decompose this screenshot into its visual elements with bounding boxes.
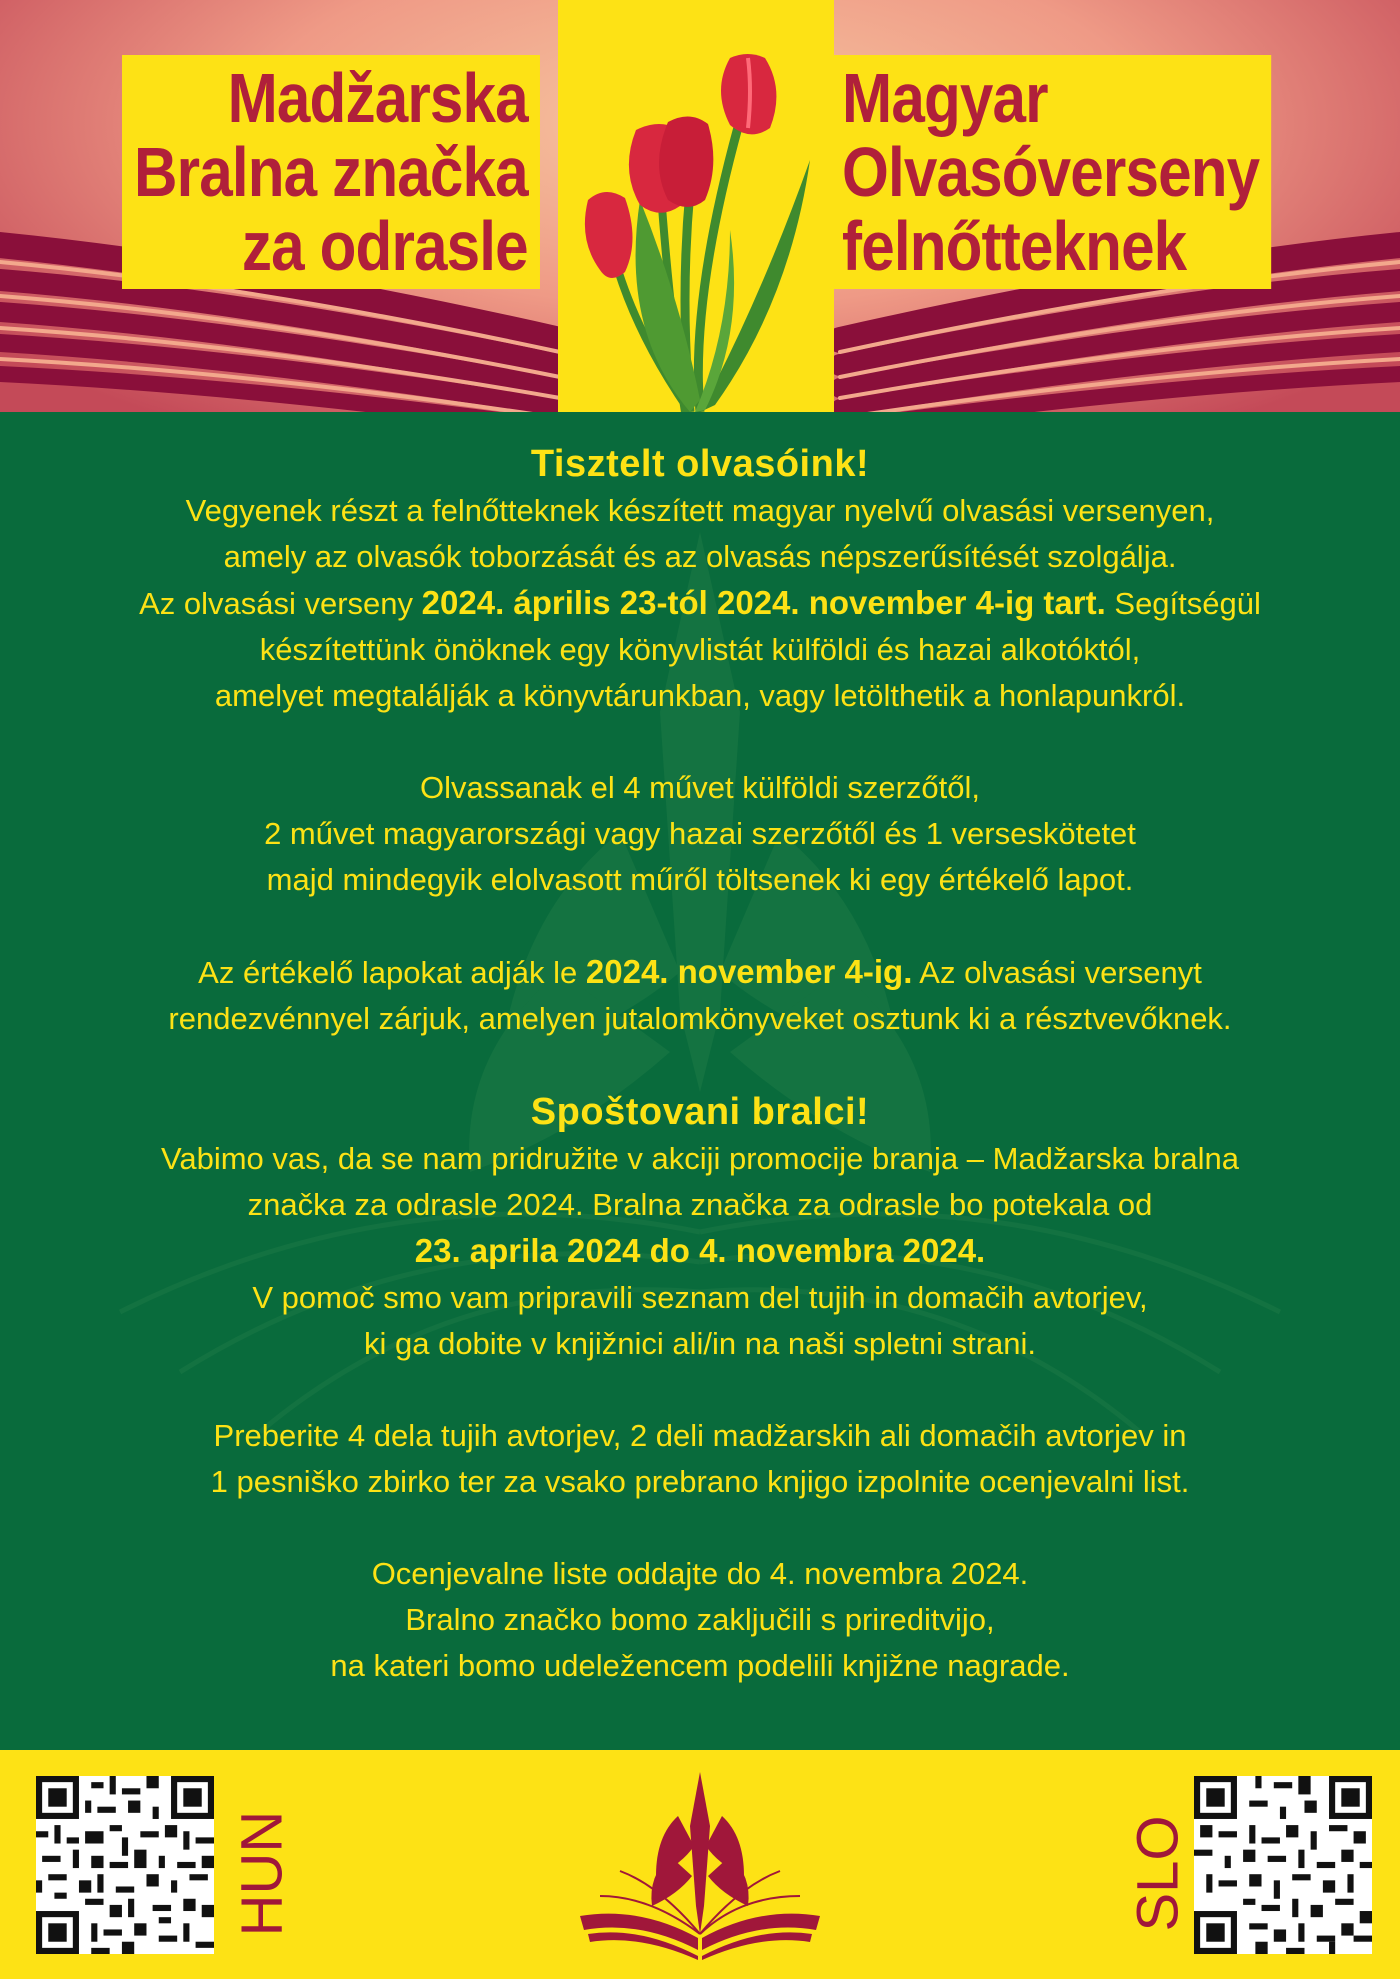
title-hungarian-line-1: Magyar xyxy=(842,59,1048,137)
hu-dates-bold: 2024. április 23-tól 2024. november 4-ig tart. xyxy=(421,584,1106,621)
title-slovene-line-3: za odrasle xyxy=(242,207,528,285)
slovene-heading: Spoštovani bralci! xyxy=(530,1091,870,1133)
slovene-label: SLO xyxy=(1125,1815,1191,1932)
hu-p1-line5: amelyet megtalálják a könyvtárunkban, vagy letölthetik a honlapunkról. xyxy=(214,678,1186,713)
qr-code-hungarian-icon[interactable] xyxy=(36,1776,214,1954)
sl-p3-line1: Ocenjevalne liste oddajte do 4. novembra 2024. xyxy=(371,1556,1029,1591)
sl-p1-line5: ki ga dobite v knjižnici ali/in na naši spletni strani. xyxy=(363,1326,1036,1361)
header-banner xyxy=(0,0,1400,412)
hu-p3-line1-pre: Az értékelő lapokat adják le xyxy=(198,955,586,990)
title-hungarian xyxy=(830,55,1271,289)
hu-deadline-bold: 2024. november 4-ig. xyxy=(585,953,913,990)
sl-p2-line1: Preberite 4 dela tujih avtorjev, 2 deli madžarskih ali domačih avtorjev in xyxy=(213,1418,1187,1453)
hu-p3-line1-post: Az olvasási versenyt xyxy=(912,955,1202,990)
hu-p2-line2: 2 művet magyarországi vagy hazai szerzőtől és 1 verseskötetet xyxy=(264,816,1136,851)
hu-p1-line4: készítettünk önöknek egy könyvlistát külföldi és hazai alkotóktól, xyxy=(259,632,1141,667)
hu-p1-line2: amely az olvasók toborzását és az olvasás népszerűsítését szolgálja. xyxy=(223,539,1177,574)
hu-p1-line3-post: Segítségül xyxy=(1105,586,1261,621)
sl-dates-bold: 23. aprila 2024 do 4. novembra 2024. xyxy=(414,1232,986,1269)
wheat-book-logo-icon xyxy=(560,1766,840,1966)
title-hungarian-line-3: felnőtteknek xyxy=(842,207,1187,285)
title-slovene xyxy=(122,55,540,289)
hu-p3-line2: rendezvénnyel zárjuk, amelyen jutalomkönyveket osztunk ki a résztvevőknek. xyxy=(168,1001,1232,1036)
hu-p1-line3 xyxy=(0,580,1400,627)
sl-p2-line2: 1 pesniško zbirko ter za vsako prebrano knjigo izpolnite ocenjevalni list. xyxy=(210,1464,1190,1499)
sl-p1-line2: značka za odrasle 2024. Bralna značka za odrasle bo potekala od xyxy=(247,1187,1153,1222)
sl-p3-line3: na kateri bomo udeležencem podelili knjižne nagrade. xyxy=(330,1648,1070,1683)
title-hungarian-line-2: Olvasóverseny xyxy=(842,133,1260,211)
title-slovene-line-2: Bralna značka xyxy=(134,133,528,211)
sl-p1-line3 xyxy=(0,1228,1400,1275)
letter-text xyxy=(0,440,1400,1689)
qr-code-slovene-icon[interactable] xyxy=(1194,1776,1372,1954)
sl-p3-line2: Bralno značko bomo zaključili s prireditvijo, xyxy=(405,1602,995,1637)
hungarian-heading: Tisztelt olvasóink! xyxy=(530,443,870,485)
main-content xyxy=(0,412,1400,1750)
hu-p1-line1: Vegyenek részt a felnőtteknek készített magyar nyelvű olvasási versenyen, xyxy=(185,493,1215,528)
sl-p1-line4: V pomoč smo vam pripravili seznam del tujih in domačih avtorjev, xyxy=(252,1280,1148,1315)
hu-p2-line1: Olvassanak el 4 művet külföldi szerzőtől, xyxy=(420,770,980,805)
hu-p2-line3: majd mindegyik elolvasott műről töltsenek ki egy értékelő lapot. xyxy=(266,862,1134,897)
hu-p1-line3-pre: Az olvasási verseny xyxy=(139,586,422,621)
footer-bar xyxy=(0,1750,1400,1979)
hu-p3-line1 xyxy=(0,949,1400,996)
title-slovene-line-1: Madžarska xyxy=(227,59,528,137)
hungarian-label: HUN xyxy=(229,1810,295,1937)
sl-p1-line1: Vabimo vas, da se nam pridružite v akciji promocije branja – Madžarska bralna xyxy=(160,1141,1240,1176)
